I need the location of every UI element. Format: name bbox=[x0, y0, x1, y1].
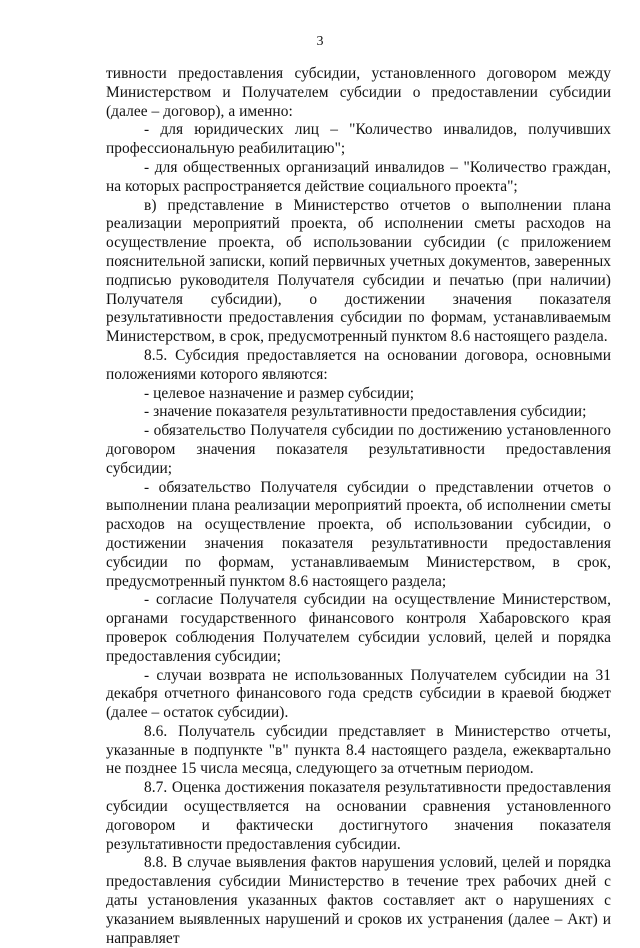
paragraph-item-v-reports: в) представление в Министерство отчетов о выполнении плана реализации мероприятий проекта, об исполнении сметы расходов на осуществление проекта, об использовании субсидии (с приложением пояснительной записки, копий первичных учетных документов, заверенных подписью руководителя Получателя субсидии и печатью (при наличии) Получателя субсидии), о достижении значения показателя результативности предоставления субсидии по формам, устанавливаемым Министерством, в срок, предусмотренный пунктом 8.6 настоящего раздела. bbox=[106, 196, 611, 346]
list-item-purpose-amount: - целевое назначение и размер субсидии; bbox=[144, 384, 415, 402]
list-item-obligation-indicator: - обязательство Получателя субсидии по достижению установленного договором значения показателя результативности предоставления субсидии; bbox=[106, 422, 611, 477]
list-item-obligation-reports: - обязательство Получателя субсидии о представлении отчетов о выполнении плана реализации мероприятий проекта, об исполнении сметы расходов на осуществление проекта, об использовании субсидии, о достижении значения показателя результативности предоставления субсидии по формам, устанавливаемым Министерством, в срок, предусмотренный пунктом 8.6 настоящего раздела; bbox=[106, 478, 611, 590]
list-item-disability-orgs: - для общественных организаций инвалидов – "Количество граждан, на которых распространяется действие социального проекта"; bbox=[106, 158, 611, 195]
list-item-legal-entities: - для юридических лиц – "Количество инвалидов, получивших профессиональную реабилитацию"; bbox=[106, 121, 611, 158]
list-item-refund-cases: - случаи возврата не использованных Получателем субсидии на 31 декабря отчетного финансового года средств субсидии в краевой бюджет (далее – остаток субсидии). bbox=[106, 666, 611, 722]
list-item-indicator-value: - значение показателя результативности предоставления субсидии; bbox=[144, 403, 587, 421]
list-item-consent-audits: - согласие Получателя субсидии на осуществление Министерством, органами государственного финансового контроля Хабаровского края проверок соблюдения Получателем субсидии условий, целей и порядка предоставления субсидии; bbox=[106, 591, 611, 665]
paragraph-8-8: 8.8. В случае выявления фактов нарушения условий, целей и порядка предоставления субсидии Министерство в течение трех рабочих дней с даты установления указанных фактов составляет акт о нарушениях с указанием выявленных нарушений и сроков их устранения (далее – Акт) и направляет bbox=[106, 854, 611, 947]
paragraph-continuation: тивности предоставления субсидии, установленного договором между Министерством и Получателем субсидии о предоставлении субсидии (далее – договор), а именно: bbox=[106, 65, 611, 120]
paragraph-8-6: 8.6. Получатель субсидии представляет в Министерство отчеты, указанные в подпункте "в" пункта 8.4 настоящего раздела, ежеквартально не позднее 15 числа месяца, следующего за отчетным периодом. bbox=[106, 722, 611, 778]
paragraph-8-7: 8.7. Оценка достижения показателя результативности предоставления субсидии осуществляется на основании сравнения установленного договором и фактически достигнутого значения показателя результативности предоставления субсидии. bbox=[106, 779, 611, 853]
document-body bbox=[106, 65, 611, 948]
page-number: 3 bbox=[316, 34, 324, 49]
paragraph-8-5: 8.5. Субсидия предоставляется на основании договора, основными положениями которого являются: bbox=[106, 346, 611, 383]
